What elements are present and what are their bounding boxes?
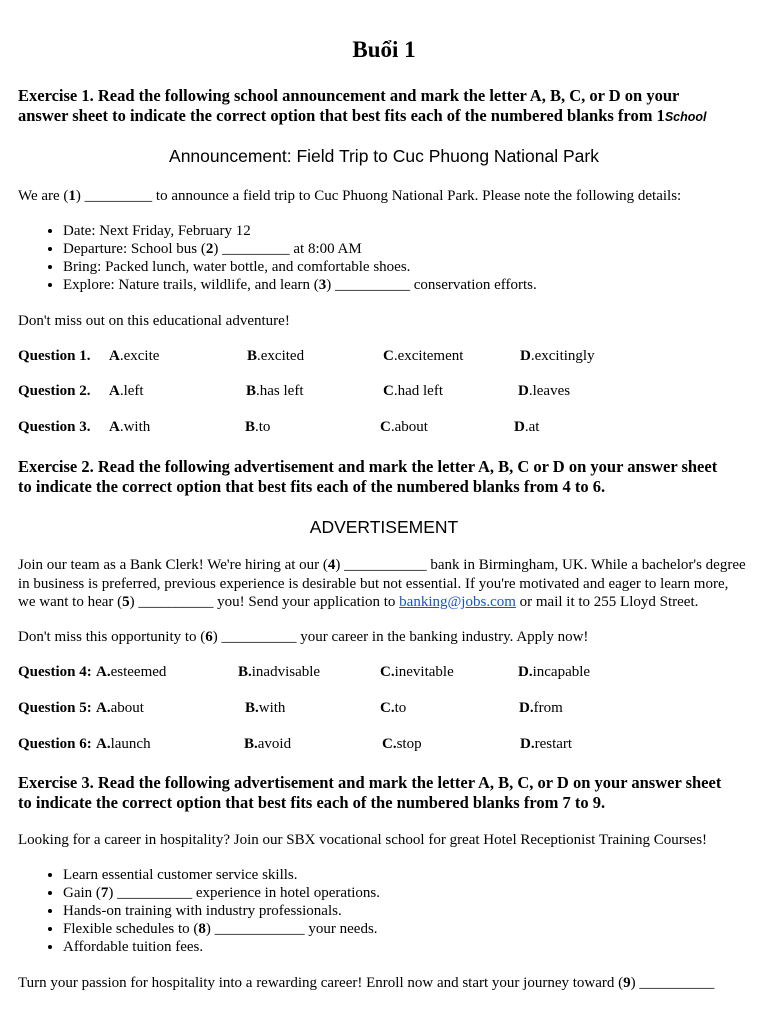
list-item: • Gain (7) __________ experience in hotel operations.: [63, 884, 380, 902]
option-d: D. at: [514, 419, 540, 435]
list-item: • Flexible schedules to (8) ____________ your needs.: [63, 920, 380, 938]
question-label: Question 3.: [18, 419, 91, 435]
advertisement-paragraph-2: Don't miss this opportunity to (6) __________ your career in the banking industry. Apply now!: [18, 629, 589, 645]
list-item: • Hands-on training with industry professionals.: [63, 902, 380, 920]
option-c: C. excitement: [383, 348, 464, 364]
announcement-intro: We are (1) _________ to announce a field trip to Cuc Phuong National Park. Please note the following details:: [18, 188, 682, 204]
list-item: • Departure: School bus (2) _________ at 8:00 AM: [63, 240, 537, 258]
exercise-3-heading-line-1: Exercise 3. Read the following advertisement and mark the letter A, B, C, or D on your answer sheet: [18, 773, 722, 792]
list-item: • Bring: Packed lunch, water bottle, and comfortable shoes.: [63, 258, 537, 276]
option-d: D. restart: [520, 736, 573, 752]
option-c: C. had left: [383, 383, 443, 399]
option-a: A. esteemed: [96, 664, 167, 680]
exercise-1-heading-line-1: Exercise 1. Read the following school announcement and mark the letter A, B, C, or D on your: [18, 86, 680, 105]
option-d: D. from: [519, 700, 563, 716]
option-c: C. about: [380, 419, 428, 435]
exercise-3-heading-line-2: to indicate the correct option that best fits each of the numbered blanks from 7 to 9.: [18, 793, 606, 812]
question-label: Question 1.: [18, 348, 91, 364]
question-label: Question 4:: [18, 664, 92, 680]
option-b: B. has left: [246, 383, 304, 399]
advertisement-paragraph-1: Join our team as a Bank Clerk! We're hiring at our (4) ___________ bank in Birmingham, UK. While a bachelor's degree in business is preferred, previous experience is desirable but not essential. If you're motivated and eager to learn more, we want to hear (5) __________ you! Send your application to banking@jobs.com or mail it to 255 Lloyd Street.: [18, 557, 746, 610]
list-item: • Learn essential customer service skills.: [63, 866, 380, 884]
training-benefits-list: [18, 866, 380, 956]
question-row: [18, 383, 750, 403]
list-item: • Date: Next Friday, February 12: [63, 222, 537, 240]
question-label: Question 6:: [18, 736, 92, 752]
exercise-2-heading-line-2: to indicate the correct option that best fits each of the numbered blanks from 4 to 6.: [18, 477, 606, 496]
list-item: • Explore: Nature trails, wildlife, and learn (3) __________ conservation efforts.: [63, 276, 537, 294]
option-d: D. leaves: [518, 383, 571, 399]
question-row: [18, 348, 750, 368]
list-item: • Affordable tuition fees.: [63, 938, 380, 956]
option-a: A. with: [109, 419, 151, 435]
announcement-closing: Don't miss out on this educational adventure!: [18, 313, 290, 329]
option-c: C. inevitable: [380, 664, 454, 680]
question-label: Question 2.: [18, 383, 91, 399]
option-a: A. launch: [96, 736, 151, 752]
option-b: B. avoid: [244, 736, 292, 752]
option-d: D. excitingly: [520, 348, 595, 364]
option-b: B. inadvisable: [238, 664, 321, 680]
exercise-1-heading-tail: School: [664, 110, 707, 124]
option-d: D. incapable: [518, 664, 591, 680]
page-title: Buổi 1: [352, 37, 416, 62]
option-a: A. excite: [109, 348, 160, 364]
exercise-3-heading: [18, 773, 750, 813]
exercise-2-heading-line-1: Exercise 2. Read the following advertisement and mark the letter A, B, C or D on your answer sheet: [18, 457, 718, 476]
option-c: C. to: [380, 700, 407, 716]
question-row: [18, 736, 750, 756]
question-row: [18, 419, 750, 439]
question-label: Question 5:: [18, 700, 92, 716]
announcement-title: Announcement: Field Trip to Cuc Phuong National Park: [169, 146, 599, 166]
option-a: A. about: [96, 700, 144, 716]
option-b: B. to: [245, 419, 271, 435]
email-link[interactable]: banking@jobs.com: [399, 594, 516, 610]
exercise-2-heading: [18, 457, 750, 497]
exercise-1-heading-line-2: answer sheet to indicate the correct option that best fits each of the numbered blanks from 1: [18, 106, 665, 125]
training-closing: Turn your passion for hospitality into a rewarding career! Enroll now and start your journey toward (9) __________: [18, 975, 715, 991]
option-a: A. left: [109, 383, 144, 399]
option-b: B. excited: [247, 348, 305, 364]
advertisement-title: ADVERTISEMENT: [309, 517, 459, 537]
announcement-details-list: [18, 222, 537, 294]
question-row: [18, 664, 750, 684]
option-b: B. with: [245, 700, 286, 716]
exercise-1-heading: [18, 86, 750, 127]
option-c: C. stop: [382, 736, 422, 752]
question-row: [18, 700, 750, 720]
training-intro: Looking for a career in hospitality? Join our SBX vocational school for great Hotel Receptionist Training Courses!: [18, 832, 708, 848]
